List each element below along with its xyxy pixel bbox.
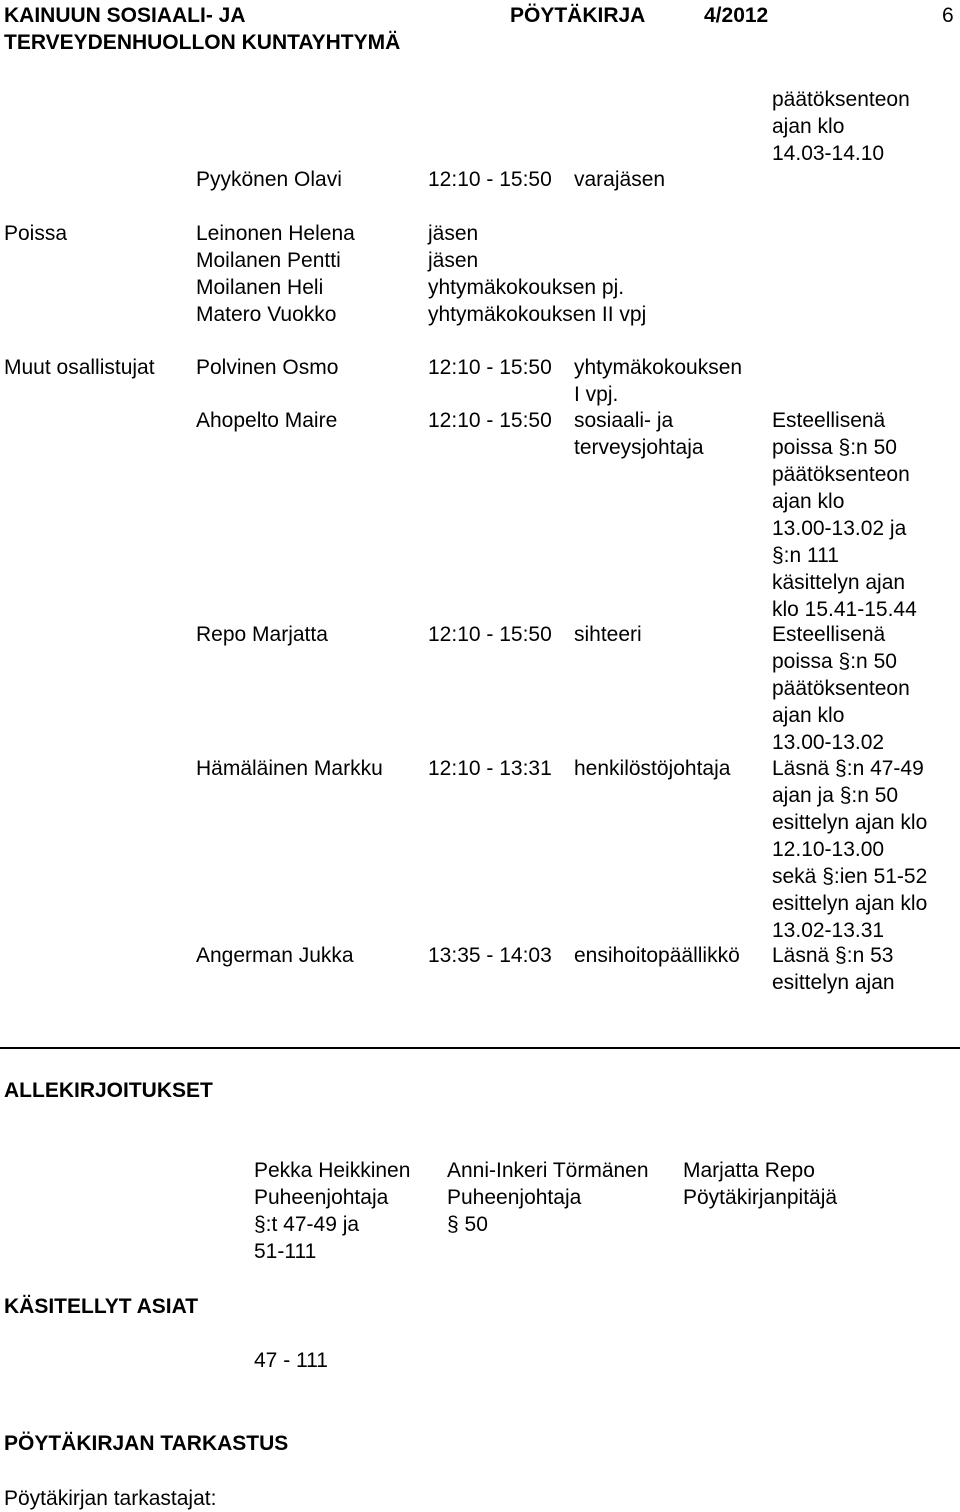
note-line: päätöksenteon xyxy=(772,677,910,700)
note-line: 13.00-13.02 ja xyxy=(772,517,907,540)
org-name-line1: KAINUUN SOSIAALI- JA xyxy=(4,4,246,27)
participant-name: Ahopelto Maire xyxy=(196,409,338,432)
absent-names xyxy=(196,220,355,328)
signatures-heading: ALLEKIRJOITUKSET xyxy=(4,1079,213,1102)
participant-time: 12:10 - 13:31 xyxy=(428,757,552,780)
participant-note xyxy=(772,407,917,623)
signer-name: Pekka Heikkinen xyxy=(254,1159,411,1182)
note-line: käsittelyn ajan xyxy=(772,571,906,594)
absent-roles xyxy=(428,220,646,328)
participant-name: Angerman Jukka xyxy=(196,944,354,967)
org-name-line2: TERVEYDENHUOLLON KUNTAYHTYMÄ xyxy=(4,31,401,54)
participant-time: 12:10 - 15:50 xyxy=(428,623,552,646)
reviewers-label: Pöytäkirjan tarkastajat: xyxy=(4,1487,217,1510)
attendee-name: Pyykönen Olavi xyxy=(196,168,342,191)
participant-time: 12:10 - 15:50 xyxy=(428,409,552,432)
signer xyxy=(254,1157,410,1265)
note-line: sekä §:ien 51-52 xyxy=(772,865,928,888)
absent-name: Leinonen Helena xyxy=(196,222,355,245)
participant-role xyxy=(574,407,704,461)
review-heading: PÖYTÄKIRJAN TARKASTUS xyxy=(4,1432,289,1455)
note-line: 14.03-14.10 xyxy=(772,142,885,165)
note-line: esittelyn ajan xyxy=(772,971,895,994)
participant-name: Hämäläinen Markku xyxy=(196,757,383,780)
signer-title: Puheenjohtaja xyxy=(254,1186,389,1209)
others-label: Muut osallistujat xyxy=(4,356,155,379)
role-line: I vpj. xyxy=(574,383,619,406)
participant-name: Repo Marjatta xyxy=(196,623,328,646)
signer xyxy=(683,1157,837,1211)
note-line: 13.02-13.31 xyxy=(772,919,885,942)
signer-name: Marjatta Repo xyxy=(683,1159,815,1182)
signer-name: Anni-Inkeri Törmänen xyxy=(447,1159,649,1182)
signer-title: Pöytäkirjanpitäjä xyxy=(683,1186,838,1209)
signer-scope: 51-111 xyxy=(254,1240,317,1263)
participant-note xyxy=(772,621,910,756)
note-line: ajan klo xyxy=(772,704,845,727)
note-line: poissa §:n 50 xyxy=(772,650,897,673)
note-line: poissa §:n 50 xyxy=(772,436,897,459)
absent-role: jäsen xyxy=(428,222,479,245)
participant-note xyxy=(772,755,927,944)
signer-title: Puheenjohtaja xyxy=(447,1186,582,1209)
section-divider xyxy=(0,1047,960,1049)
participant-time: 13:35 - 14:03 xyxy=(428,944,552,967)
participant-note xyxy=(772,942,895,996)
participant-role: henkilöstöjohtaja xyxy=(574,757,731,780)
note-line: ajan klo xyxy=(772,115,845,138)
document-number: 4/2012 xyxy=(704,4,769,27)
attendee-role: varajäsen xyxy=(574,168,666,191)
note-line: päätöksenteon xyxy=(772,463,910,486)
role-line: sosiaali- ja xyxy=(574,409,674,432)
absent-name: Matero Vuokko xyxy=(196,303,337,326)
absent-role: jäsen xyxy=(428,249,479,272)
role-line: yhtymäkokouksen xyxy=(574,356,743,379)
signer-scope: §:t 47-49 ja xyxy=(254,1213,360,1236)
note-line: klo 15.41-15.44 xyxy=(772,598,917,621)
participant-role: sihteeri xyxy=(574,623,642,646)
note-line: 13.00-13.02 xyxy=(772,731,885,754)
document-type: PÖYTÄKIRJA xyxy=(510,4,646,27)
absent-label: Poissa xyxy=(4,222,68,245)
attendee-time: 12:10 - 15:50 xyxy=(428,168,552,191)
top-note xyxy=(772,86,910,167)
role-line: terveysjohtaja xyxy=(574,436,704,459)
note-line: Esteellisenä xyxy=(772,409,886,432)
participant-name: Polvinen Osmo xyxy=(196,356,339,379)
handled-items-range: 47 - 111 xyxy=(254,1349,328,1372)
absent-name: Moilanen Pentti xyxy=(196,249,341,272)
signer-scope: § 50 xyxy=(447,1213,488,1236)
note-line: Läsnä §:n 53 xyxy=(772,944,894,967)
participant-time: 12:10 - 15:50 xyxy=(428,356,552,379)
handled-items-heading: KÄSITELLYT ASIAT xyxy=(4,1295,199,1318)
note-line: päätöksenteon xyxy=(772,88,910,111)
participant-role: ensihoitopäällikkö xyxy=(574,944,740,967)
absent-role: yhtymäkokouksen II vpj xyxy=(428,303,647,326)
note-line: esittelyn ajan klo xyxy=(772,811,928,834)
note-line: ajan ja §:n 50 xyxy=(772,784,899,807)
participant-role xyxy=(574,354,742,408)
note-line: Esteellisenä xyxy=(772,623,886,646)
note-line: Läsnä §:n 47-49 xyxy=(772,757,924,780)
note-line: esittelyn ajan klo xyxy=(772,892,928,915)
signer xyxy=(447,1157,649,1238)
absent-role: yhtymäkokouksen pj. xyxy=(428,276,625,299)
absent-name: Moilanen Heli xyxy=(196,276,324,299)
note-line: ajan klo xyxy=(772,490,845,513)
note-line: 12.10-13.00 xyxy=(772,838,885,861)
note-line: §:n 111 xyxy=(772,544,839,567)
page-number: 6 xyxy=(942,4,954,27)
